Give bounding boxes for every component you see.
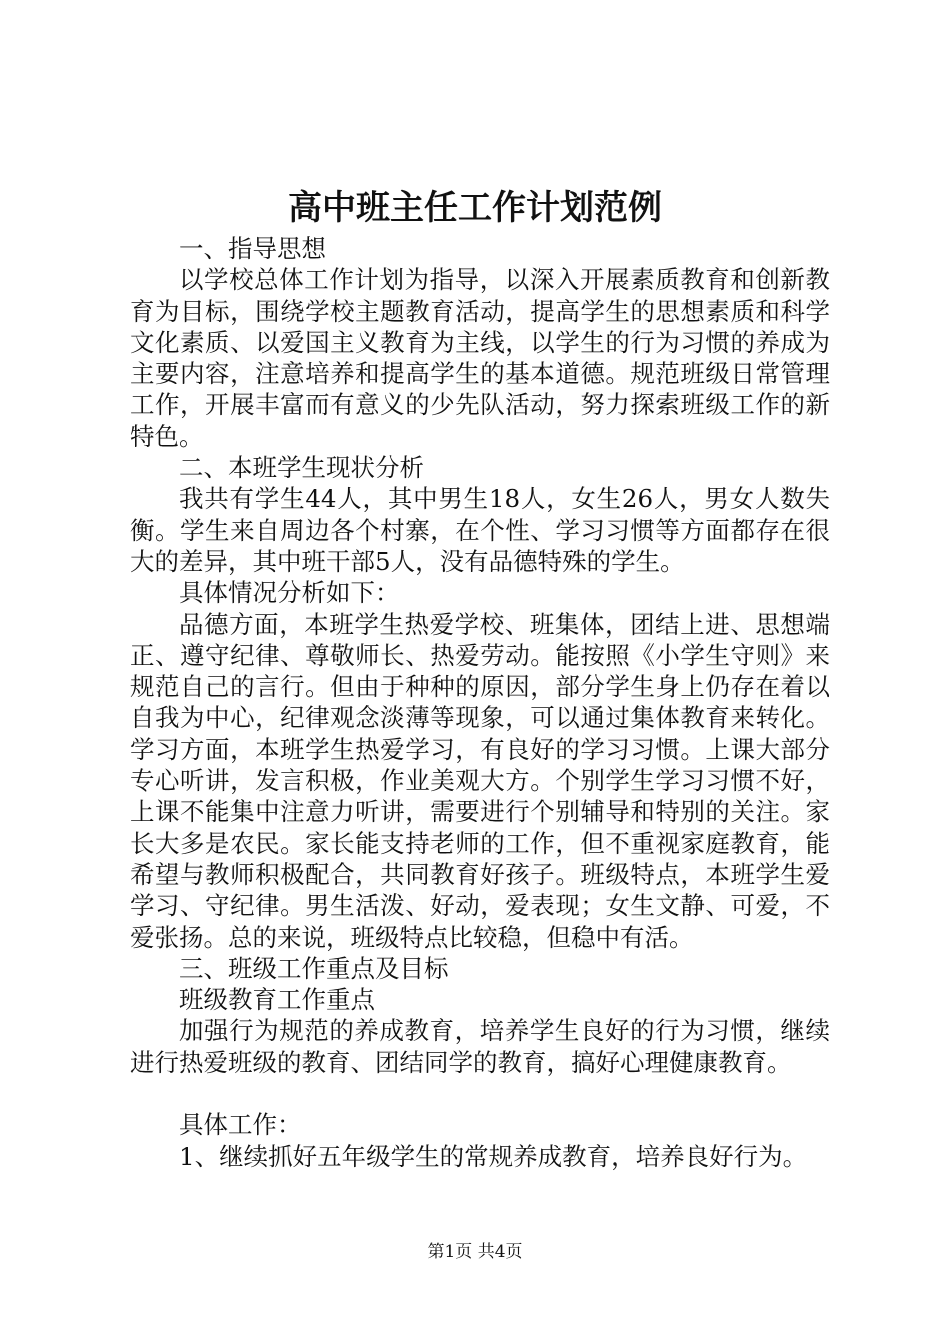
- page-footer: 第1页 共4页: [427, 1242, 523, 1262]
- paragraph-guiding-ideology: 以学校总体工作计划为指导，以深入开展素质教育和创新教育为目标，围绕学校主题教育活动，提高学生的思想素质和科学文化素质、以爱国主义教育为主线，以学生的行为习惯的养成为主要内容，注意培养和提高学生的基本道德。规范班级日常管理工作，开展丰富而有意义的少先队活动，努力探索班级工作的新特色。: [130, 265, 830, 451]
- heading-class-analysis: 二、本班学生现状分析: [179, 453, 424, 483]
- paragraph-detailed-analysis: 品德方面，本班学生热爱学校、班集体，团结上进、思想端正、遵守纪律、尊敬师长、热爱劳动。能按照《小学生守则》来规范自己的言行。但由于种种的原因，部分学生身上仍存在着以自我为中心，纪律观念淡薄等现象，可以通过集体教育来转化。学习方面，本班学生热爱学习，有良好的学习习惯。上课大部分专心听讲，发言积极，作业美观大方。个别学生学习习惯不好，上课不能集中注意力听讲，需要进行个别辅导和特别的关注。家长大多是农民。家长能支持老师的工作，但不重视家庭教育，能希望与教师积极配合，共同教育好孩子。班级特点，本班学生爱学习、守纪律。男生活泼、好动，爱表现；女生文静、可爱，不爱张扬。总的来说，班级特点比较稳，但稳中有活。: [130, 609, 830, 952]
- heading-guiding-ideology: 一、指导思想: [179, 234, 326, 263]
- paragraph-analysis-intro: 具体情况分析如下：: [179, 578, 400, 608]
- document-body: [130, 233, 830, 1172]
- subheading-education-focus: 班级教育工作重点: [179, 985, 375, 1015]
- document-title: 高中班主任工作计划范例: [288, 188, 662, 228]
- list-item-1: 1、继续抓好五年级学生的常规养成教育，培养良好行为。: [179, 1141, 808, 1171]
- blank-line: [130, 1078, 830, 1109]
- paragraph-education-focus: 加强行为规范的养成教育，培养学生良好的行为习惯，继续进行热爱班级的教育、团结同学的教育，搞好心理健康教育。: [130, 1016, 830, 1077]
- subheading-specific-work: 具体工作：: [179, 1110, 302, 1140]
- heading-work-focus: 三、班级工作重点及目标: [179, 953, 449, 983]
- paragraph-student-numbers: 我共有学生44人，其中男生18人，女生26人，男女人数失衡。学生来自周边各个村寨，在个性、学习习惯等方面都存在很大的差异，其中班干部5人，没有品德特殊的学生。: [130, 484, 830, 576]
